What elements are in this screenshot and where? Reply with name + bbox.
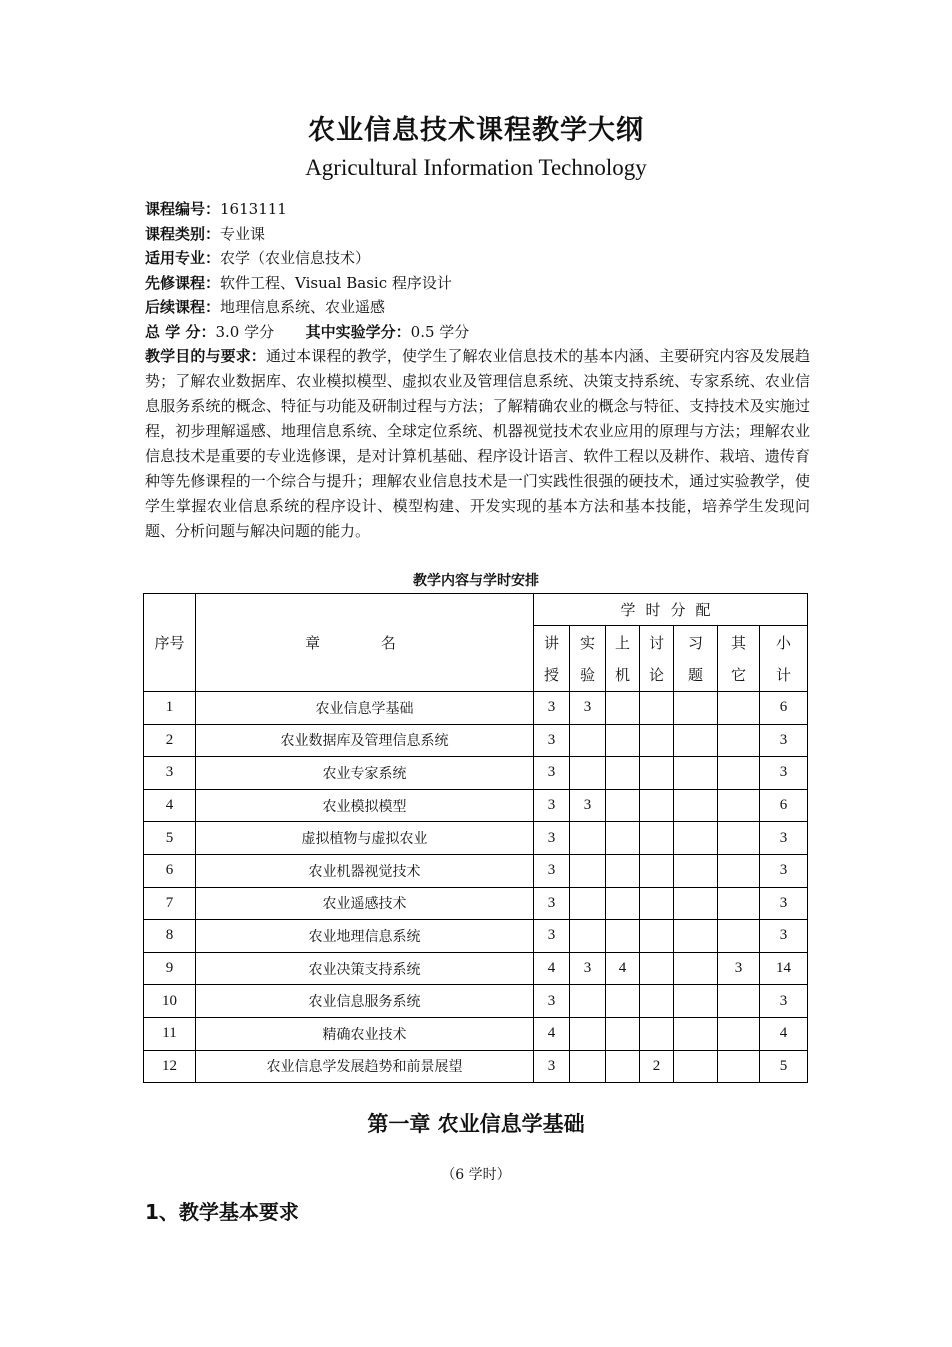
hours-cell: 3 xyxy=(718,952,760,985)
course-code-value: 1613111 xyxy=(220,200,287,218)
table-row xyxy=(144,854,808,887)
hours-cell xyxy=(570,920,606,953)
hours-cell xyxy=(674,887,718,920)
hours-cell: 3 xyxy=(760,854,808,887)
chapter-name-cell: 农业信息学基础 xyxy=(196,692,534,725)
hours-cell: 3 xyxy=(534,724,570,757)
hours-cell: 3 xyxy=(534,887,570,920)
chapter-name-cell: 精确农业技术 xyxy=(196,1017,534,1050)
chapter-name-cell: 农业专家系统 xyxy=(196,757,534,790)
hours-cell xyxy=(674,985,718,1018)
hours-cell: 2 xyxy=(640,1050,674,1083)
hours-cell: 14 xyxy=(760,952,808,985)
row-number-cell: 10 xyxy=(144,985,196,1018)
hours-cell xyxy=(606,757,640,790)
table-body xyxy=(144,692,808,1083)
hours-cell xyxy=(674,724,718,757)
row-number-cell: 11 xyxy=(144,1017,196,1050)
hours-cell xyxy=(606,920,640,953)
hours-cell xyxy=(718,692,760,725)
hours-cell xyxy=(640,757,674,790)
hours-cell xyxy=(674,854,718,887)
hours-cell xyxy=(718,789,760,822)
hours-cell: 3 xyxy=(534,822,570,855)
hours-cell xyxy=(570,757,606,790)
row-number-cell: 12 xyxy=(144,1050,196,1083)
table-row xyxy=(144,1017,808,1050)
hours-cell: 3 xyxy=(534,920,570,953)
header-experiment: 实 验 xyxy=(570,626,606,692)
hours-cell xyxy=(570,822,606,855)
row-number-cell: 8 xyxy=(144,920,196,953)
header-lecture: 讲 授 xyxy=(534,626,570,692)
hours-cell xyxy=(606,822,640,855)
row-number-cell: 2 xyxy=(144,724,196,757)
course-code-label: 课程编号： xyxy=(145,200,221,218)
major-label: 适用专业： xyxy=(145,249,221,267)
hours-cell: 3 xyxy=(760,822,808,855)
table-row xyxy=(144,757,808,790)
category-line xyxy=(145,223,265,244)
category-label: 课程类别： xyxy=(145,225,221,243)
hours-cell xyxy=(570,1050,606,1083)
follow-value: 地理信息系统、农业遥感 xyxy=(220,298,386,316)
hours-cell: 3 xyxy=(570,952,606,985)
header-subtotal: 小 计 xyxy=(760,626,808,692)
header-seq: 序号 xyxy=(144,594,196,692)
hours-cell xyxy=(640,887,674,920)
major-value: 农学（农业信息技术） xyxy=(220,249,371,267)
table-row xyxy=(144,952,808,985)
hours-cell xyxy=(606,985,640,1018)
objectives-paragraph xyxy=(145,344,810,544)
follow-label: 后续课程： xyxy=(145,298,221,316)
hours-cell xyxy=(570,887,606,920)
chapter-name-cell: 农业遥感技术 xyxy=(196,887,534,920)
hours-cell: 4 xyxy=(534,1017,570,1050)
prereq-line xyxy=(145,272,452,293)
prereq-label: 先修课程： xyxy=(145,274,221,292)
credits-line xyxy=(145,321,469,342)
hours-cell xyxy=(640,952,674,985)
row-number-cell: 6 xyxy=(144,854,196,887)
hours-cell xyxy=(674,757,718,790)
table-caption: 教学内容与学时安排 xyxy=(413,573,539,589)
hours-cell: 6 xyxy=(760,692,808,725)
hours-cell xyxy=(606,724,640,757)
row-number-cell: 9 xyxy=(144,952,196,985)
hours-cell xyxy=(640,920,674,953)
row-number-cell: 4 xyxy=(144,789,196,822)
hours-cell xyxy=(718,854,760,887)
hours-cell xyxy=(570,854,606,887)
course-code-line xyxy=(145,198,287,219)
chapter-name-cell: 农业信息服务系统 xyxy=(196,985,534,1018)
hours-cell xyxy=(640,789,674,822)
row-number-cell: 7 xyxy=(144,887,196,920)
hours-cell xyxy=(718,920,760,953)
hours-cell xyxy=(606,887,640,920)
chapter-name-cell: 农业数据库及管理信息系统 xyxy=(196,724,534,757)
hours-cell: 3 xyxy=(760,985,808,1018)
hours-cell: 3 xyxy=(534,1050,570,1083)
hours-cell xyxy=(640,822,674,855)
hours-cell xyxy=(718,1050,760,1083)
hours-cell xyxy=(570,724,606,757)
section-heading: 1、教学基本要求 xyxy=(145,1200,299,1224)
hours-cell: 5 xyxy=(760,1050,808,1083)
hours-cell xyxy=(718,1017,760,1050)
major-line xyxy=(145,247,370,268)
hours-cell xyxy=(606,1050,640,1083)
hours-cell: 3 xyxy=(760,757,808,790)
table-row xyxy=(144,724,808,757)
chapter-name-cell: 农业模拟模型 xyxy=(196,789,534,822)
chapter-hours: （6 学时） xyxy=(441,1167,511,1183)
table-row xyxy=(144,985,808,1018)
follow-line xyxy=(145,296,385,317)
table-row xyxy=(144,692,808,725)
document-subtitle: Agricultural Information Technology xyxy=(305,155,647,180)
hours-cell: 6 xyxy=(760,789,808,822)
schedule-table xyxy=(143,593,808,1083)
chapter-name-cell: 农业信息学发展趋势和前景展望 xyxy=(196,1050,534,1083)
hours-cell xyxy=(674,952,718,985)
category-value: 专业课 xyxy=(220,225,266,243)
table-row xyxy=(144,1050,808,1083)
table-row xyxy=(144,789,808,822)
hours-cell xyxy=(640,854,674,887)
hours-cell xyxy=(718,757,760,790)
chapter-title: 第一章 农业信息学基础 xyxy=(367,1112,585,1136)
hours-cell: 3 xyxy=(570,692,606,725)
hours-cell xyxy=(570,1017,606,1050)
hours-cell: 3 xyxy=(534,854,570,887)
hours-cell xyxy=(674,822,718,855)
hours-cell xyxy=(640,1017,674,1050)
table-row xyxy=(144,822,808,855)
chapter-name-cell: 农业地理信息系统 xyxy=(196,920,534,953)
hours-cell: 4 xyxy=(534,952,570,985)
hours-cell: 3 xyxy=(760,920,808,953)
header-chapter: 章 名 xyxy=(196,594,534,692)
hours-cell: 3 xyxy=(534,789,570,822)
header-other: 其 它 xyxy=(718,626,760,692)
hours-cell xyxy=(606,789,640,822)
table-row xyxy=(144,920,808,953)
hours-cell xyxy=(674,1050,718,1083)
hours-cell xyxy=(570,985,606,1018)
hours-cell xyxy=(606,1017,640,1050)
credits-value: 3.0 学分 xyxy=(215,323,275,341)
hours-cell xyxy=(606,692,640,725)
chapter-name-cell: 农业机器视觉技术 xyxy=(196,854,534,887)
row-number-cell: 3 xyxy=(144,757,196,790)
table-row xyxy=(144,887,808,920)
hours-cell xyxy=(674,789,718,822)
hours-cell: 3 xyxy=(534,985,570,1018)
hours-cell xyxy=(640,985,674,1018)
lab-credits-value: 0.5 学分 xyxy=(410,323,470,341)
header-hours-allocation: 学时分配 xyxy=(534,594,808,626)
document-title: 农业信息技术课程教学大纲 xyxy=(308,115,644,146)
hours-cell xyxy=(674,692,718,725)
hours-cell: 4 xyxy=(760,1017,808,1050)
header-discussion: 讨 论 xyxy=(640,626,674,692)
hours-cell xyxy=(606,854,640,887)
hours-cell xyxy=(718,724,760,757)
header-computer: 上 机 xyxy=(606,626,640,692)
hours-cell: 3 xyxy=(570,789,606,822)
header-exercise: 习 题 xyxy=(674,626,718,692)
hours-cell xyxy=(674,920,718,953)
hours-cell xyxy=(640,692,674,725)
chapter-name-cell: 虚拟植物与虚拟农业 xyxy=(196,822,534,855)
hours-cell: 4 xyxy=(606,952,640,985)
hours-cell xyxy=(718,985,760,1018)
row-number-cell: 5 xyxy=(144,822,196,855)
row-number-cell: 1 xyxy=(144,692,196,725)
lab-credits-label: 其中实验学分： xyxy=(305,323,411,341)
objectives-text: 通过本课程的教学，使学生了解农业信息技术的基本内涵、主要研究内容及发展趋势；了解农业数据库、农业模拟模型、虚拟农业及管理信息系统、决策支持系统、专家系统、农业信息服务系统的概念、特征与功能及研制过程与方法；了解精确农业的概念与特征、支持技术及实施过程，初步理解遥感、地理信息系统、全球定位系统、机器视觉技术农业应用的原理与方法；理解农业信息技术是重要的专业选修课，是对计算机基础、程序设计语言、软件工程以及耕作、栽培、遗传育种等先修课程的一个综合与提升；理解农业信息技术是一门实践性很强的硬技术，通过实验教学，使学生掌握农业信息系统的程序设计、模型构建、开发实现的基本方法和基本技能，培养学生发现问题、分析问题与解决问题的能力。 xyxy=(145,347,810,540)
hours-cell xyxy=(718,887,760,920)
hours-cell: 3 xyxy=(760,724,808,757)
credits-label: 总 学 分： xyxy=(145,323,216,341)
hours-cell xyxy=(674,1017,718,1050)
hours-cell: 3 xyxy=(534,692,570,725)
hours-cell: 3 xyxy=(534,757,570,790)
hours-cell xyxy=(718,822,760,855)
hours-cell: 3 xyxy=(760,887,808,920)
chapter-name-cell: 农业决策支持系统 xyxy=(196,952,534,985)
objectives-label: 教学目的与要求： xyxy=(145,347,266,365)
hours-cell xyxy=(640,724,674,757)
prereq-value: 软件工程、Visual Basic 程序设计 xyxy=(220,274,452,292)
